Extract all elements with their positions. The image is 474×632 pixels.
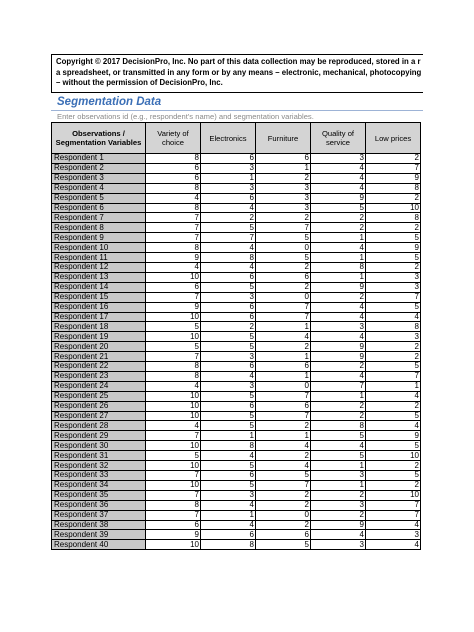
value-cell[interactable]: 0	[256, 381, 311, 391]
table-row	[52, 173, 421, 183]
header-row	[52, 123, 421, 154]
value-cell[interactable]: 4	[256, 332, 311, 342]
table-row	[52, 342, 421, 352]
respondent-label-cell[interactable]: Respondent 18	[52, 322, 146, 332]
table-row	[52, 213, 421, 223]
respondent-label-cell[interactable]: Respondent 32	[52, 461, 146, 471]
value-cell[interactable]: 6	[256, 272, 311, 282]
value-cell[interactable]: 4	[256, 441, 311, 451]
value-cell[interactable]: 4	[311, 441, 366, 451]
table-row	[52, 480, 421, 490]
value-cell[interactable]: 9	[311, 352, 366, 362]
value-cell[interactable]: 5	[366, 441, 421, 451]
value-cell[interactable]: 2	[366, 461, 421, 471]
value-cell[interactable]: 7	[256, 391, 311, 401]
respondent-label-cell[interactable]: Respondent 2	[52, 163, 146, 173]
value-cell[interactable]: 7	[256, 223, 311, 233]
value-cell[interactable]: 4	[201, 203, 256, 213]
respondent-label-cell[interactable]: Respondent 21	[52, 352, 146, 362]
header-furniture: Furniture	[256, 123, 311, 154]
value-cell[interactable]: 10	[146, 391, 201, 401]
value-cell[interactable]: 8	[146, 371, 201, 381]
value-cell[interactable]: 2	[366, 154, 421, 164]
value-cell[interactable]: 8	[146, 362, 201, 372]
value-cell[interactable]: 2	[256, 520, 311, 530]
value-cell[interactable]: 10	[146, 441, 201, 451]
value-cell[interactable]: 2	[256, 173, 311, 183]
value-cell[interactable]: 2	[311, 401, 366, 411]
respondent-label-cell[interactable]: Respondent 4	[52, 183, 146, 193]
value-cell[interactable]: 3	[201, 381, 256, 391]
table-row	[52, 183, 421, 193]
value-cell[interactable]: 8	[201, 253, 256, 263]
value-cell[interactable]: 1	[366, 381, 421, 391]
respondent-label-cell[interactable]: Respondent 36	[52, 500, 146, 510]
value-cell[interactable]: 5	[366, 471, 421, 481]
respondent-label-cell[interactable]: Respondent 16	[52, 302, 146, 312]
value-cell[interactable]: 6	[201, 362, 256, 372]
value-cell[interactable]: 5	[201, 391, 256, 401]
copyright-line-1: Copyright © 2017 DecisionPro, Inc. No part of this data collection may be reproduced, stored in a r	[56, 57, 421, 66]
value-cell[interactable]: 3	[366, 332, 421, 342]
value-cell[interactable]: 5	[311, 203, 366, 213]
table-row	[52, 154, 421, 164]
value-cell[interactable]: 8	[201, 540, 256, 550]
value-cell[interactable]: 6	[146, 163, 201, 173]
header-quality-of-service: Quality of service	[311, 123, 366, 154]
value-cell[interactable]: 5	[201, 480, 256, 490]
value-cell[interactable]: 10	[146, 272, 201, 282]
value-cell[interactable]: 0	[256, 243, 311, 253]
value-cell[interactable]: 9	[146, 302, 201, 312]
value-cell[interactable]: 7	[146, 223, 201, 233]
respondent-label-cell[interactable]: Respondent 29	[52, 431, 146, 441]
value-cell[interactable]: 5	[146, 451, 201, 461]
respondent-label-cell[interactable]: Respondent 5	[52, 193, 146, 203]
value-cell[interactable]: 4	[366, 520, 421, 530]
value-cell[interactable]: 7	[146, 471, 201, 481]
value-cell[interactable]: 8	[366, 183, 421, 193]
value-cell[interactable]: 1	[201, 173, 256, 183]
value-cell[interactable]: 10	[366, 490, 421, 500]
value-cell[interactable]: 3	[311, 322, 366, 332]
value-cell[interactable]: 8	[201, 441, 256, 451]
value-cell[interactable]: 7	[256, 480, 311, 490]
table-row	[52, 421, 421, 431]
value-cell[interactable]: 5	[366, 302, 421, 312]
value-cell[interactable]: 9	[146, 530, 201, 540]
value-cell[interactable]: 2	[256, 282, 311, 292]
value-cell[interactable]: 7	[311, 381, 366, 391]
value-cell[interactable]: 8	[146, 500, 201, 510]
table-row	[52, 401, 421, 411]
instructions-text: Enter observations id (e.g., respondent's name) and segmentation variables.	[57, 112, 314, 121]
value-cell[interactable]: 3	[366, 530, 421, 540]
table-row	[52, 223, 421, 233]
respondent-label-cell[interactable]: Respondent 26	[52, 401, 146, 411]
value-cell[interactable]: 2	[256, 213, 311, 223]
value-cell[interactable]: 6	[201, 401, 256, 411]
value-cell[interactable]: 4	[256, 461, 311, 471]
value-cell[interactable]: 5	[311, 431, 366, 441]
header-electronics: Electronics	[201, 123, 256, 154]
value-cell[interactable]: 3	[366, 272, 421, 282]
value-cell[interactable]: 2	[311, 510, 366, 520]
table-row	[52, 302, 421, 312]
respondent-label-cell[interactable]: Respondent 3	[52, 173, 146, 183]
value-cell[interactable]: 4	[311, 302, 366, 312]
respondent-label-cell[interactable]: Respondent 13	[52, 272, 146, 282]
value-cell[interactable]: 7	[146, 213, 201, 223]
value-cell[interactable]: 4	[201, 243, 256, 253]
value-cell[interactable]: 1	[256, 431, 311, 441]
table-row	[52, 233, 421, 243]
value-cell[interactable]: 9	[311, 520, 366, 530]
value-cell[interactable]: 10	[146, 540, 201, 550]
value-cell[interactable]: 4	[146, 381, 201, 391]
value-cell[interactable]: 6	[256, 362, 311, 372]
value-cell[interactable]: 7	[201, 233, 256, 243]
value-cell[interactable]: 6	[201, 312, 256, 322]
value-cell[interactable]: 5	[256, 253, 311, 263]
table-row	[52, 471, 421, 481]
value-cell[interactable]: 4	[201, 520, 256, 530]
value-cell[interactable]: 10	[366, 203, 421, 213]
value-cell[interactable]: 4	[366, 391, 421, 401]
respondent-label-cell[interactable]: Respondent 23	[52, 371, 146, 381]
value-cell[interactable]: 7	[256, 411, 311, 421]
table-row	[52, 332, 421, 342]
table-row	[52, 362, 421, 372]
value-cell[interactable]: 4	[201, 451, 256, 461]
value-cell[interactable]: 4	[311, 530, 366, 540]
value-cell[interactable]: 6	[201, 154, 256, 164]
value-cell[interactable]: 9	[366, 243, 421, 253]
table-row	[52, 262, 421, 272]
value-cell[interactable]: 1	[201, 431, 256, 441]
value-cell[interactable]: 2	[366, 262, 421, 272]
value-cell[interactable]: 10	[146, 480, 201, 490]
table-row	[52, 193, 421, 203]
value-cell[interactable]: 3	[311, 540, 366, 550]
value-cell[interactable]: 6	[201, 193, 256, 203]
value-cell[interactable]: 7	[146, 292, 201, 302]
page-title: Segmentation Data	[57, 96, 162, 108]
value-cell[interactable]: 5	[146, 342, 201, 352]
table-row	[52, 322, 421, 332]
table-row	[52, 282, 421, 292]
table-row	[52, 292, 421, 302]
value-cell[interactable]: 1	[311, 480, 366, 490]
value-cell[interactable]: 4	[146, 421, 201, 431]
value-cell[interactable]: 2	[311, 362, 366, 372]
value-cell[interactable]: 3	[311, 500, 366, 510]
value-cell[interactable]: 9	[311, 282, 366, 292]
value-cell[interactable]: 4	[201, 371, 256, 381]
value-cell[interactable]: 10	[146, 461, 201, 471]
value-cell[interactable]: 4	[201, 262, 256, 272]
table-row	[52, 381, 421, 391]
value-cell[interactable]: 7	[366, 510, 421, 520]
value-cell[interactable]: 4	[146, 193, 201, 203]
header-low-prices: Low prices	[366, 123, 421, 154]
value-cell[interactable]: 5	[201, 332, 256, 342]
value-cell[interactable]: 7	[256, 312, 311, 322]
value-cell[interactable]: 4	[366, 421, 421, 431]
value-cell[interactable]: 9	[311, 193, 366, 203]
table-row	[52, 243, 421, 253]
value-cell[interactable]: 2	[256, 421, 311, 431]
value-cell[interactable]: 1	[256, 371, 311, 381]
value-cell[interactable]: 2	[256, 451, 311, 461]
value-cell[interactable]: 1	[256, 163, 311, 173]
table-row	[52, 530, 421, 540]
value-cell[interactable]: 5	[256, 233, 311, 243]
value-cell[interactable]: 4	[311, 163, 366, 173]
value-cell[interactable]: 5	[201, 421, 256, 431]
title-divider	[51, 110, 423, 111]
value-cell[interactable]: 8	[146, 243, 201, 253]
value-cell[interactable]: 7	[366, 292, 421, 302]
value-cell[interactable]: 2	[366, 480, 421, 490]
table-row	[52, 441, 421, 451]
value-cell[interactable]: 3	[256, 203, 311, 213]
value-cell[interactable]: 7	[366, 371, 421, 381]
value-cell[interactable]: 4	[311, 243, 366, 253]
value-cell[interactable]: 1	[201, 510, 256, 520]
table-row	[52, 272, 421, 282]
respondent-label-cell[interactable]: Respondent 9	[52, 233, 146, 243]
respondent-label-cell[interactable]: Respondent 14	[52, 282, 146, 292]
header-variety-of-choice: Variety of choice	[146, 123, 201, 154]
value-cell[interactable]: 8	[366, 213, 421, 223]
table-row	[52, 520, 421, 530]
value-cell[interactable]: 4	[146, 262, 201, 272]
value-cell[interactable]: 7	[146, 431, 201, 441]
value-cell[interactable]: 2	[311, 223, 366, 233]
table-row	[52, 203, 421, 213]
value-cell[interactable]: 5	[201, 411, 256, 421]
table-row	[52, 461, 421, 471]
value-cell[interactable]: 8	[146, 203, 201, 213]
table-row	[52, 510, 421, 520]
value-cell[interactable]: 5	[201, 342, 256, 352]
value-cell[interactable]: 6	[146, 520, 201, 530]
table-row	[52, 163, 421, 173]
value-cell[interactable]: 4	[366, 312, 421, 322]
value-cell[interactable]: 6	[256, 154, 311, 164]
value-cell[interactable]: 3	[311, 154, 366, 164]
table-row	[52, 540, 421, 550]
respondent-label-cell[interactable]: Respondent 38	[52, 520, 146, 530]
value-cell[interactable]: 3	[201, 183, 256, 193]
value-cell[interactable]: 5	[366, 253, 421, 263]
segmentation-table	[51, 122, 421, 550]
value-cell[interactable]: 3	[311, 471, 366, 481]
value-cell[interactable]: 3	[201, 352, 256, 362]
respondent-label-cell[interactable]: Respondent 7	[52, 213, 146, 223]
table-row	[52, 490, 421, 500]
value-cell[interactable]: 10	[146, 401, 201, 411]
value-cell[interactable]: 7	[146, 233, 201, 243]
value-cell[interactable]: 1	[256, 352, 311, 362]
value-cell[interactable]: 5	[311, 451, 366, 461]
value-cell[interactable]: 0	[256, 510, 311, 520]
value-cell[interactable]: 2	[311, 213, 366, 223]
respondent-label-cell[interactable]: Respondent 24	[52, 381, 146, 391]
value-cell[interactable]: 7	[146, 490, 201, 500]
value-cell[interactable]: 8	[146, 183, 201, 193]
table-row	[52, 352, 421, 362]
value-cell[interactable]: 10	[366, 451, 421, 461]
value-cell[interactable]: 5	[201, 282, 256, 292]
respondent-label-cell[interactable]: Respondent 11	[52, 253, 146, 263]
copyright-notice	[51, 54, 423, 93]
table-row	[52, 371, 421, 381]
respondent-label-cell[interactable]: Respondent 34	[52, 480, 146, 490]
value-cell[interactable]: 9	[146, 253, 201, 263]
value-cell[interactable]: 4	[311, 332, 366, 342]
value-cell[interactable]: 3	[256, 183, 311, 193]
respondent-label-cell[interactable]: Respondent 30	[52, 441, 146, 451]
value-cell[interactable]: 0	[256, 292, 311, 302]
value-cell[interactable]: 5	[366, 362, 421, 372]
respondent-label-cell[interactable]: Respondent 6	[52, 203, 146, 213]
value-cell[interactable]: 1	[311, 233, 366, 243]
value-cell[interactable]: 2	[256, 262, 311, 272]
respondent-label-cell[interactable]: Respondent 17	[52, 312, 146, 322]
value-cell[interactable]: 2	[201, 322, 256, 332]
value-cell[interactable]: 10	[146, 312, 201, 322]
respondent-label-cell[interactable]: Respondent 20	[52, 342, 146, 352]
value-cell[interactable]: 4	[366, 540, 421, 550]
value-cell[interactable]: 9	[366, 431, 421, 441]
value-cell[interactable]: 2	[256, 342, 311, 352]
value-cell[interactable]: 3	[201, 163, 256, 173]
value-cell[interactable]: 2	[366, 401, 421, 411]
value-cell[interactable]: 2	[366, 352, 421, 362]
value-cell[interactable]: 10	[146, 332, 201, 342]
value-cell[interactable]: 4	[311, 312, 366, 322]
value-cell[interactable]: 8	[311, 421, 366, 431]
value-cell[interactable]: 2	[256, 500, 311, 510]
respondent-label-cell[interactable]: Respondent 28	[52, 421, 146, 431]
value-cell[interactable]: 2	[311, 292, 366, 302]
value-cell[interactable]: 4	[201, 500, 256, 510]
respondent-label-cell[interactable]: Respondent 40	[52, 540, 146, 550]
copyright-line-3: – without the permission of DecisionPro, Inc.	[56, 78, 223, 87]
table-row	[52, 451, 421, 461]
value-cell[interactable]: 1	[311, 391, 366, 401]
value-cell[interactable]: 3	[366, 282, 421, 292]
copyright-line-2: a spreadsheet, or transmitted in any form or by any means – electronic, mechanical, photocopying	[56, 67, 422, 77]
respondent-label-cell[interactable]: Respondent 15	[52, 292, 146, 302]
value-cell[interactable]: 6	[146, 173, 201, 183]
value-cell[interactable]: 2	[366, 223, 421, 233]
value-cell[interactable]: 6	[256, 401, 311, 411]
table-row	[52, 253, 421, 263]
table-row	[52, 500, 421, 510]
table-body	[52, 154, 421, 550]
respondent-label-cell[interactable]: Respondent 10	[52, 243, 146, 253]
value-cell[interactable]: 5	[256, 540, 311, 550]
respondent-label-cell[interactable]: Respondent 31	[52, 451, 146, 461]
value-cell[interactable]: 2	[311, 490, 366, 500]
value-cell[interactable]: 5	[201, 223, 256, 233]
table-row	[52, 391, 421, 401]
value-cell[interactable]: 5	[146, 322, 201, 332]
value-cell[interactable]: 4	[311, 371, 366, 381]
respondent-label-cell[interactable]: Respondent 22	[52, 362, 146, 372]
value-cell[interactable]: 6	[201, 471, 256, 481]
respondent-label-cell[interactable]: Respondent 35	[52, 490, 146, 500]
value-cell[interactable]: 7	[366, 500, 421, 510]
value-cell[interactable]: 6	[201, 302, 256, 312]
value-cell[interactable]: 2	[256, 490, 311, 500]
table-row	[52, 411, 421, 421]
value-cell[interactable]: 9	[311, 342, 366, 352]
value-cell[interactable]: 7	[256, 302, 311, 312]
value-cell[interactable]: 2	[366, 342, 421, 352]
respondent-label-cell[interactable]: Respondent 19	[52, 332, 146, 342]
value-cell[interactable]: 7	[146, 510, 201, 520]
value-cell[interactable]: 1	[311, 272, 366, 282]
value-cell[interactable]: 5	[201, 461, 256, 471]
table-row	[52, 312, 421, 322]
value-cell[interactable]: 1	[256, 322, 311, 332]
respondent-label-cell[interactable]: Respondent 25	[52, 391, 146, 401]
value-cell[interactable]: 7	[366, 163, 421, 173]
value-cell[interactable]: 6	[201, 530, 256, 540]
respondent-label-cell[interactable]: Respondent 33	[52, 471, 146, 481]
respondent-label-cell[interactable]: Respondent 12	[52, 262, 146, 272]
respondent-label-cell[interactable]: Respondent 8	[52, 223, 146, 233]
value-cell[interactable]: 1	[311, 461, 366, 471]
value-cell[interactable]: 6	[256, 530, 311, 540]
value-cell[interactable]: 2	[311, 411, 366, 421]
table-row	[52, 431, 421, 441]
value-cell[interactable]: 2	[366, 193, 421, 203]
value-cell[interactable]: 9	[366, 173, 421, 183]
value-cell[interactable]: 8	[311, 262, 366, 272]
value-cell[interactable]: 5	[366, 411, 421, 421]
respondent-label-cell[interactable]: Respondent 39	[52, 530, 146, 540]
value-cell[interactable]: 4	[311, 173, 366, 183]
value-cell[interactable]: 7	[146, 352, 201, 362]
value-cell[interactable]: 1	[311, 253, 366, 263]
value-cell[interactable]: 4	[311, 183, 366, 193]
value-cell[interactable]: 3	[256, 193, 311, 203]
value-cell[interactable]: 8	[366, 322, 421, 332]
value-cell[interactable]: 6	[146, 282, 201, 292]
value-cell[interactable]: 8	[146, 154, 201, 164]
value-cell[interactable]: 10	[146, 411, 201, 421]
respondent-label-cell[interactable]: Respondent 1	[52, 154, 146, 164]
value-cell[interactable]: 2	[201, 213, 256, 223]
respondent-label-cell[interactable]: Respondent 27	[52, 411, 146, 421]
value-cell[interactable]: 5	[256, 471, 311, 481]
header-observations: Observations / Segmentation Variables	[52, 123, 146, 154]
value-cell[interactable]: 3	[201, 490, 256, 500]
value-cell[interactable]: 6	[201, 272, 256, 282]
value-cell[interactable]: 5	[366, 233, 421, 243]
value-cell[interactable]: 3	[201, 292, 256, 302]
respondent-label-cell[interactable]: Respondent 37	[52, 510, 146, 520]
